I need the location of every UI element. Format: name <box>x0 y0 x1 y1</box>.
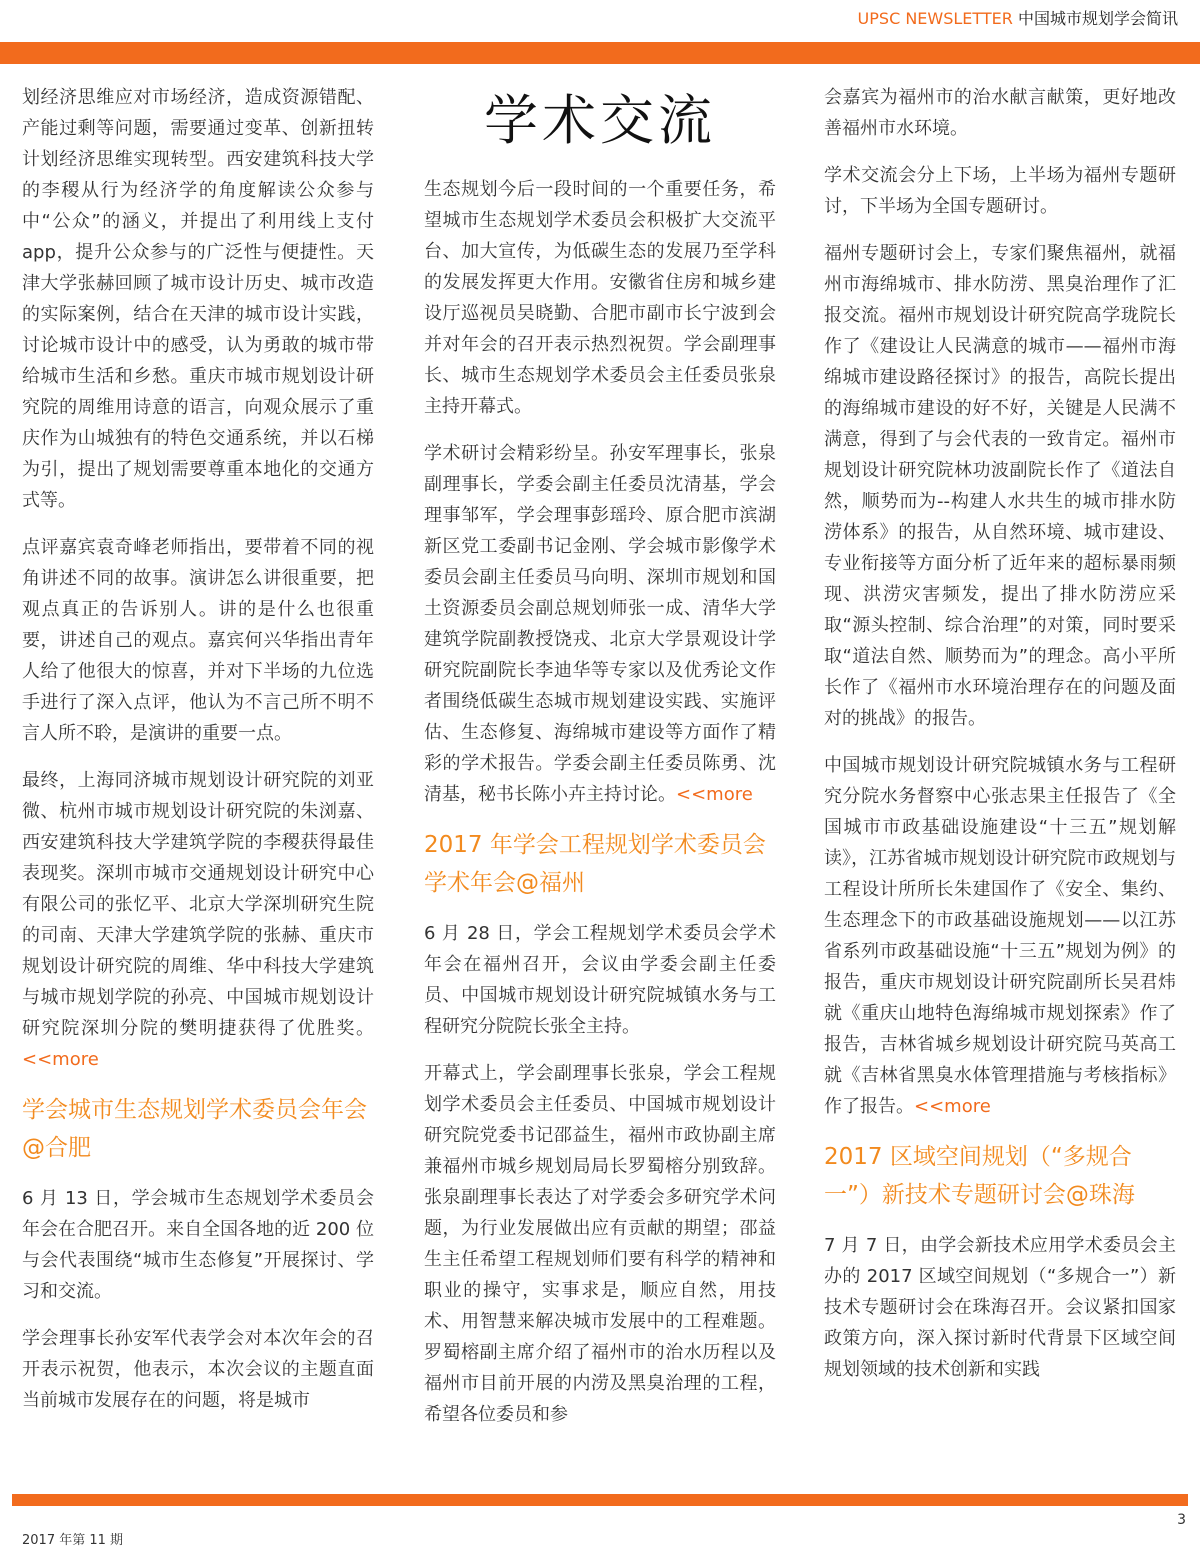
paragraph: 生态规划今后一段时间的一个重要任务，希望城市生态规划学术委员会积极扩大交流平台、加大宣传，为低碳生态的发展乃至学科的发展发挥更大作用。安徽省住房和城乡建设厅巡视员吴晓勤、合肥市副市长宁波到会并对年会的召开表示热烈祝贺。学会副理事长、城市生态规划学术委员会主任委员张泉主持开幕式。 <box>424 179 776 417</box>
paragraph: 福州专题研讨会上，专家们聚焦福州，就福州市海绵城市、排水防涝、黑臭治理作了汇报交流。福州市规划设计研究院高学珑院长作了《建设让人民满意的城市——福州市海绵城市建设路径探讨》的报告，高院长提出的海绵城市建设的好不好，关键是人民满不满意，得到了与会代表的一致肯定。福州市规划设计研究院林功波副院长作了《道法自然，顺势而为--构建人水共生的城市排水防涝体系》的报告，从自然环境、城市建设、专业衔接等方面分析了近年来的超标暴雨频现、洪涝灾害频发，提出了排水防涝应采取“源头控制、综合治理”的对策，同时要采取“道法自然、顺势而为”的理念。高小平所长作了《福州市水环境治理存在的问题及面对的挑战》的报告。 <box>824 243 1176 729</box>
paragraph: 7 月 7 日，由学会新技术应用学术委员会主办的 2017 区域空间规划（“多规合一”）新技术专题研讨会在珠海召开。会议紧扣国家政策方向，深入探讨新时代背景下区域空间规划领域的技术创新和实践 <box>824 1235 1176 1380</box>
top-accent-bar <box>0 42 1200 64</box>
paragraph-text: 学术研讨会精彩纷呈。孙安军理事长，张泉副理事长，学委会副主任委员沈清基，学会理事邹军，学会理事彭瑶玲、原合肥市滨湖新区党工委副书记金刚、学会城市影像学术委员会副主任委员马向明、深圳市规划和国土资源委员会副总规划师张一成、清华大学建筑学院副教授饶戎、北京大学景观设计学研究院副院长李迪华等专家以及优秀论文作者围绕低碳生态城市规划建设实践、实施评估、生态修复、海绵城市建设等方面作了精彩的学术报告。学委会副主任委员陈勇、沈清基，秘书长陈小卉主持讨论。 <box>424 443 776 805</box>
paragraph <box>424 438 776 810</box>
paragraph: 会嘉宾为福州市的治水献言献策，更好地改善福州市水环境。 <box>824 87 1176 139</box>
paragraph: 点评嘉宾袁奇峰老师指出，要带着不同的视角讲述不同的故事。演讲怎么讲很重要，把观点真正的告诉别人。讲的是什么也很重要，讲述自己的观点。嘉宾何兴华指出青年人给了他很大的惊喜，并对下半场的九位选手进行了深入点评，他认为不言己所不明不言人所不聆，是演讲的重要一点。 <box>22 537 374 744</box>
column-1 <box>22 82 374 1477</box>
paragraph-text: 中国城市规划设计研究院城镇水务与工程研究分院水务督察中心张志果主任报告了《全国城市市政基础设施建设“十三五”规划解读》，江苏省城市规划设计研究院市政规划与工程设计所所长朱建国作了《安全、集约、生态理念下的市政基础设施规划——以江苏省系列市政基础设施“十三五”规划为例》的报告，重庆市规划设计研究院副所长吴君炜就《重庆山地特色海绵城市规划探索》作了报告，吉林省城乡规划设计研究院马英高工就《吉林省黑臭水体管理措施与考核指标》作了报告。 <box>824 755 1176 1117</box>
paragraph: 学术交流会分上下场，上半场为福州专题研讨，下半场为全国专题研讨。 <box>824 165 1176 217</box>
newsletter-name-zh: 中国城市规划学会简讯 <box>1017 9 1178 28</box>
bottom-accent-bar <box>12 1494 1188 1506</box>
more-link[interactable]: <<more <box>914 1096 991 1117</box>
paragraph: 6 月 28 日，学会工程规划学术委员会学术年会在福州召开，会议由学委会副主任委员、中国城市规划设计研究院城镇水务与工程研究分院院长张全主持。 <box>424 923 776 1037</box>
page-title: 学术交流 <box>484 89 716 152</box>
column-2 <box>424 82 776 1482</box>
paragraph: 6 月 13 日，学会城市生态规划学术委员会年会在合肥召开。来自全国各地的近 200 位与会代表围绕“城市生态修复”开展探讨、学习和交流。 <box>22 1188 374 1302</box>
paragraph <box>22 765 374 1075</box>
paragraph: 划经济思维应对市场经济，造成资源错配、产能过剩等问题，需要通过变革、创新扭转计划经济思维实现转型。西安建筑科技大学的李稷从行为经济学的角度解读公众参与中“公众”的涵义，并提出了利用线上支付 app，提升公众参与的广泛性与便捷性。天津大学张赫回顾了城市设计历史、城市改造的实际案例，结合在天津的城市设计实践，讨论城市设计中的感受，认为勇敢的城市带给城市生活和乡愁。重庆市城市规划设计研究院的周维用诗意的语言，向观众展示了重庆作为山城独有的特色交通系统，并以石梯为引，提出了规划需要尊重本地化的交通方式等。 <box>22 87 374 511</box>
paragraph <box>824 750 1176 1122</box>
more-link[interactable]: <<more <box>22 1049 99 1070</box>
section-title: 2017 年学会工程规划学术委员会学术年会@福州 <box>424 832 766 896</box>
newsletter-header <box>858 6 1178 29</box>
paragraph: 学会理事长孙安军代表学会对本次年会的召开表示祝贺，他表示，本次会议的主题直面当前城市发展存在的问题，将是城市 <box>22 1328 374 1411</box>
paragraph-text: 最终，上海同济城市规划设计研究院的刘亚微、杭州市城市规划设计研究院的朱浏嘉、西安建筑科技大学建筑学院的李稷获得最佳表现奖。深圳市城市交通规划设计研究中心有限公司的张忆平、北京大学深圳研究生院的司南、天津大学建筑学院的张赫、重庆市规划设计研究院的周维、华中科技大学建筑与城市规划学院的孙亮、中国城市规划设计研究院深圳分院的樊明捷获得了优胜奖。 <box>22 770 374 1039</box>
page-number: 3 <box>1177 1512 1186 1528</box>
section-title: 学会城市生态规划学术委员会年会@合肥 <box>22 1097 367 1161</box>
column-3 <box>824 82 1176 1477</box>
issue-label: 2017 年第 11 期 <box>22 1533 124 1548</box>
paragraph: 开幕式上，学会副理事长张泉，学会工程规划学术委员会主任委员、中国城市规划设计研究院党委书记邵益生，福州市政协副主席兼福州市城乡规划局局长罗蜀榕分别致辞。张泉副理事长表达了对学委会多研究学术问题，为行业发展做出应有贡献的期望；邵益生主任希望工程规划师们要有科学的精神和职业的操守，实事求是，顺应自然，用技术、用智慧来解决城市发展中的工程难题。罗蜀榕副主席介绍了福州市的治水历程以及福州市目前开展的内涝及黑臭治理的工程，希望各位委员和参 <box>424 1063 776 1425</box>
newsletter-name-en: UPSC NEWSLETTER <box>857 9 1013 28</box>
more-link[interactable]: <<more <box>676 784 753 805</box>
section-title: 2017 区域空间规划（“多规合一”）新技术专题研讨会@珠海 <box>824 1144 1135 1208</box>
